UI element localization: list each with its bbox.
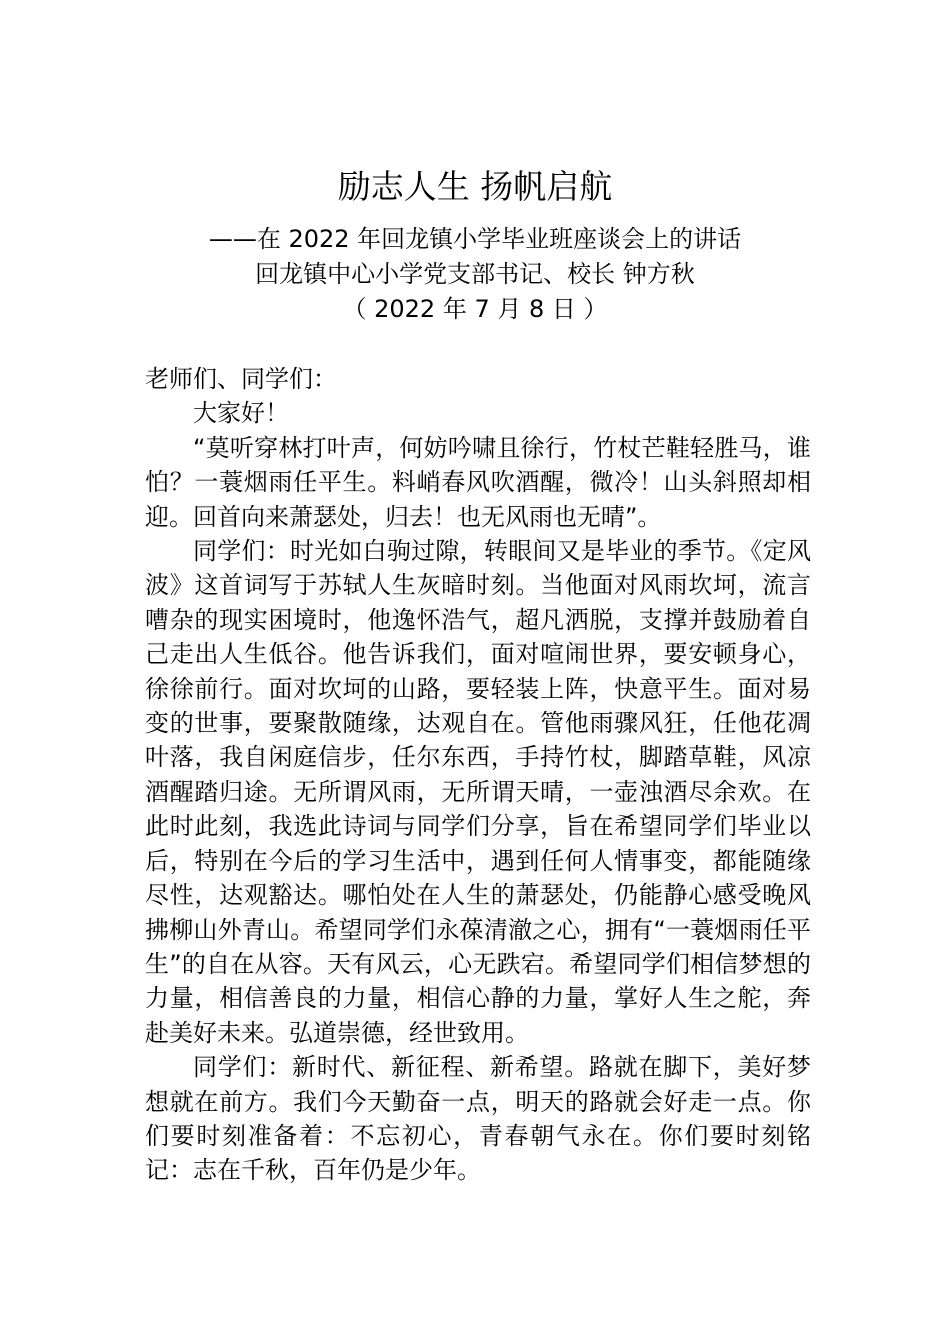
salutation: 老师们、同学们： — [145, 365, 337, 393]
document-title: 励志人生 扬帆启航 — [337, 167, 613, 206]
speaker-line: 回龙镇中心小学党支部书记、校长 钟方秋 — [255, 260, 695, 288]
paragraph-main: 同学们：时光如白驹过隙，转眼间又是毕业的季节。《定风波》这首词写于苏轼人生灰暗时刻。当他面对风雨坎坷，流言嘈杂的现实困境时，他逸怀浩气，超凡洒脱，支撑并鼓励着自己走出人生低谷。他告诉我们，面对喧闹世界，要安顿身心，徐徐前行。面对坎坷的山路，要轻装上阵，快意平生。面对易变的世事，要聚散随缘，达观自在。管他雨骤风狂，任他花凋叶落，我自闲庭信步，任尔东西，手持竹杖，脚踏草鞋，风凉酒醒踏归途。无所谓风雨，无所谓天晴，一壶浊酒尽余欢。在此时此刻，我选此诗词与同学们分享，旨在希望同学们毕业以后，特别在今后的学习生活中，遇到任何人情事变，都能随缘尽性，达观豁达。哪怕处在人生的萧瑟处，仍能静心感受晚风拂柳山外青山。希望同学们永葆清澈之心，拥有“一蓑烟雨任平生”的自在从容。天有风云，心无跌宕。希望同学们相信梦想的力量，相信善良的力量，相信心静的力量，掌好人生之舵，奔赴美好未来。弘道崇德，经世致用。 — [145, 537, 811, 1047]
speech-body — [145, 362, 811, 1188]
date-line: （ 2022 年 7 月 8 日 ） — [342, 295, 608, 323]
greeting: 大家好！ — [193, 399, 289, 428]
paragraph-closing: 同学们：新时代、新征程、新希望。路就在脚下，美好梦想就在前方。我们今天勤奋一点，明天的路就会好走一点。你们要时刻准备着：不忘初心，青春朝气永在。你们要时刻铭记：志在千秋，百年仍是少年。 — [145, 1053, 811, 1185]
paragraph-poem: “莫听穿林打叶声，何妨吟啸且徐行，竹杖芒鞋轻胜马，谁怕？一蓑烟雨任平生。料峭春风吹酒醒，微冷！山头斜照却相迎。回首向来萧瑟处，归去！也无风雨也无晴”。 — [145, 433, 811, 531]
document-subtitle: ——在 2022 年回龙镇小学毕业班座谈会上的讲话 — [208, 225, 742, 253]
